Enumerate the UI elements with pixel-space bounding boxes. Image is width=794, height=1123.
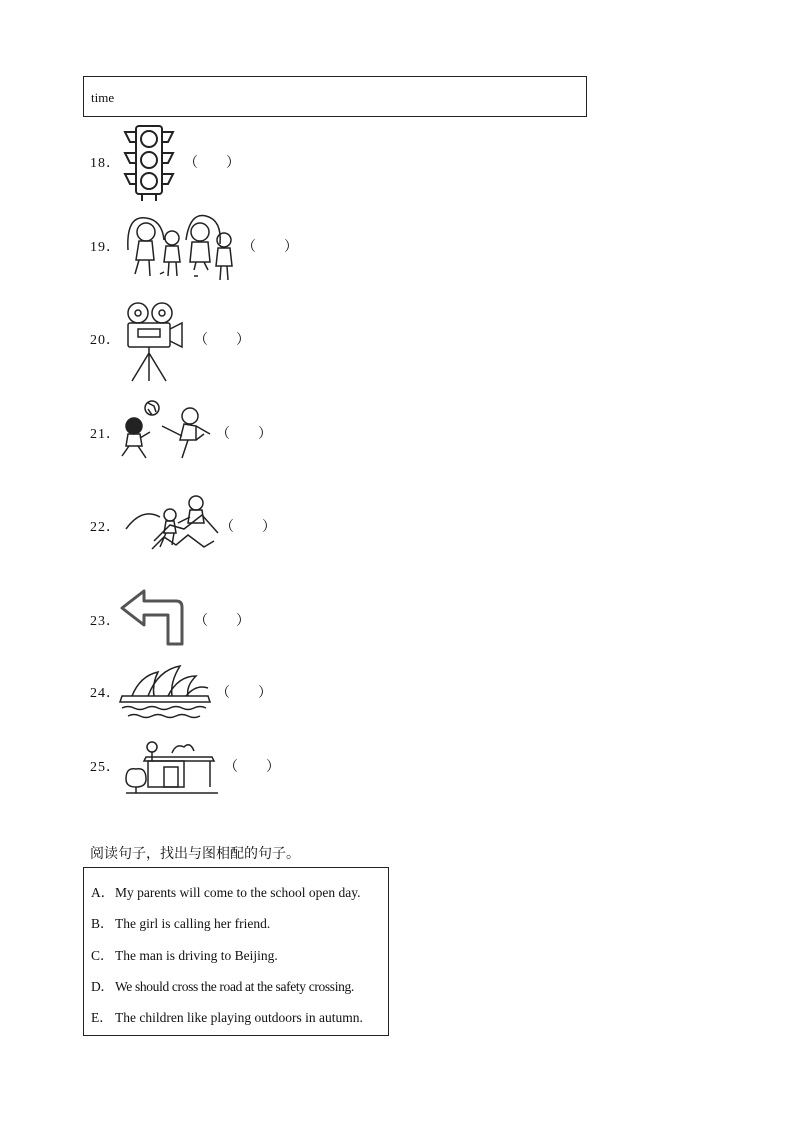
question-23 bbox=[90, 578, 390, 658]
question-number: 25． bbox=[90, 760, 121, 775]
question-number: 19． bbox=[90, 240, 121, 255]
film-projector-icon bbox=[124, 301, 186, 383]
option-letter: A． bbox=[91, 885, 115, 900]
option-text: The man is driving to Beijing. bbox=[115, 948, 278, 963]
option-b bbox=[91, 912, 270, 932]
option-letter: E． bbox=[91, 1010, 113, 1025]
turn-left-arrow-icon bbox=[120, 588, 186, 650]
option-text: We should cross the road at the safety crossing. bbox=[115, 979, 354, 994]
question-21 bbox=[90, 392, 390, 472]
options-box bbox=[83, 867, 389, 1036]
question-number: 20． bbox=[90, 333, 121, 348]
question-number: 21． bbox=[90, 427, 121, 442]
option-letter: C． bbox=[91, 948, 114, 963]
instruction-text: 阅读句子，找出与图相配的句子。 bbox=[90, 846, 300, 862]
option-d bbox=[91, 975, 354, 995]
answer-paren[interactable]: （ ） bbox=[194, 333, 250, 348]
option-c bbox=[91, 944, 278, 964]
answer-paren[interactable]: （ ） bbox=[216, 427, 272, 442]
sydney-opera-house-icon bbox=[118, 662, 214, 722]
traffic-light-icon bbox=[122, 124, 178, 200]
question-20 bbox=[90, 297, 390, 377]
question-number: 23． bbox=[90, 614, 121, 629]
word-box-text: time bbox=[91, 90, 115, 105]
answer-paren[interactable]: （ ） bbox=[194, 614, 250, 629]
option-text: The girl is calling her friend. bbox=[115, 916, 271, 931]
question-24 bbox=[90, 658, 390, 738]
option-letter: B． bbox=[91, 916, 114, 931]
children-jumping-rope-icon bbox=[124, 210, 236, 282]
answer-paren[interactable]: （ ） bbox=[242, 240, 298, 255]
question-18 bbox=[90, 120, 390, 200]
question-number: 22． bbox=[90, 520, 121, 535]
question-25 bbox=[90, 731, 390, 811]
option-text: The children like playing outdoors in autumn. bbox=[115, 1010, 363, 1025]
question-22 bbox=[90, 485, 390, 565]
small-house-with-trees-icon bbox=[124, 739, 220, 795]
option-letter: D． bbox=[91, 979, 114, 994]
option-text: My parents will come to the school open day. bbox=[115, 885, 361, 900]
answer-paren[interactable]: （ ） bbox=[184, 156, 240, 171]
children-climbing-mountain-icon bbox=[124, 489, 220, 565]
option-e bbox=[91, 1006, 363, 1026]
answer-paren[interactable]: （ ） bbox=[216, 686, 272, 701]
question-number: 18． bbox=[90, 156, 121, 171]
boys-playing-football-icon bbox=[118, 396, 214, 462]
option-a bbox=[91, 881, 360, 901]
question-number: 24． bbox=[90, 686, 121, 701]
question-19 bbox=[90, 204, 390, 284]
answer-paren[interactable]: （ ） bbox=[224, 760, 280, 775]
word-box bbox=[83, 76, 587, 117]
answer-paren[interactable]: （ ） bbox=[220, 520, 276, 535]
